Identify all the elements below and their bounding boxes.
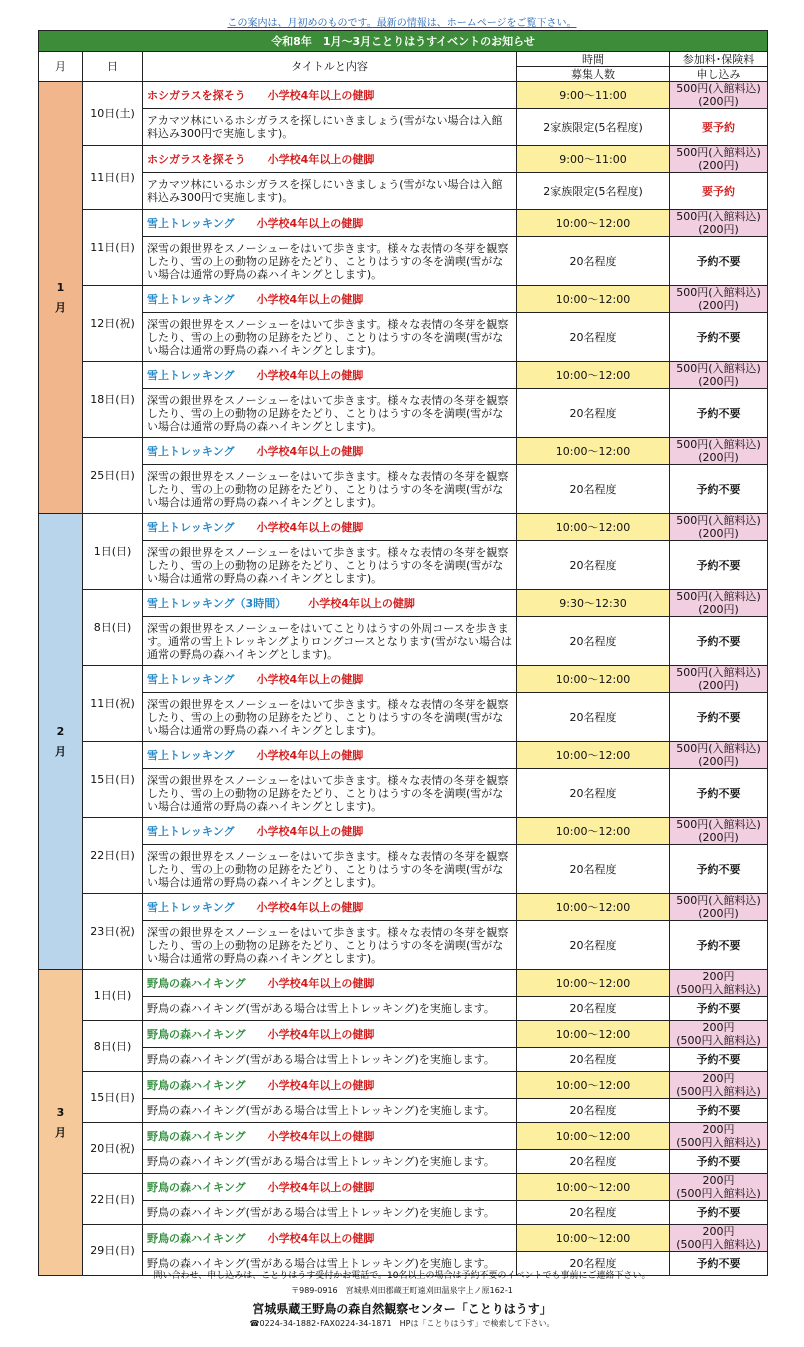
event-title-cell [143, 894, 517, 921]
event-time: 10:00～12:00 [517, 1072, 670, 1099]
event-row [39, 362, 768, 389]
event-target: 小学校4年以上の健脚 [267, 1231, 375, 1245]
event-title: 雪上トレッキング [147, 368, 235, 382]
event-title: 野鳥の森ハイキング [147, 1180, 246, 1194]
event-fee [670, 1174, 768, 1201]
event-detail-row [39, 465, 768, 514]
event-detail-row [39, 389, 768, 438]
event-reservation: 要予約 [670, 109, 768, 146]
event-row [39, 1225, 768, 1252]
event-reservation: 予約不要 [670, 617, 768, 666]
event-capacity: 20名程度 [517, 465, 670, 514]
event-detail-row [39, 313, 768, 362]
fee-main: 500円(入館料込) [676, 146, 761, 159]
fee-main: 200円 [702, 1072, 735, 1085]
event-description: 野鳥の森ハイキング(雪がある場合は雪上トレッキング)を実施します。 [143, 1201, 517, 1225]
event-title: 野鳥の森ハイキング [147, 1078, 246, 1092]
event-title-cell [143, 1225, 517, 1252]
fee-sub: (200円) [698, 299, 739, 312]
fee-main: 500円(入館料込) [676, 742, 761, 755]
event-row [39, 286, 768, 313]
event-title-cell [143, 1174, 517, 1201]
event-detail-row [39, 1099, 768, 1123]
event-title: 雪上トレッキング [147, 824, 235, 838]
fee-main: 500円(入館料込) [676, 438, 761, 451]
event-time: 10:00～12:00 [517, 742, 670, 769]
event-reservation: 予約不要 [670, 1150, 768, 1174]
fee-sub: (500円入館料込) [676, 1034, 761, 1047]
event-reservation: 予約不要 [670, 313, 768, 362]
event-time: 10:00～12:00 [517, 438, 670, 465]
event-day: 25日(日) [83, 438, 143, 514]
event-capacity: 20名程度 [517, 1099, 670, 1123]
header-month: 月 [39, 52, 83, 82]
event-row [39, 970, 768, 997]
event-row [39, 1072, 768, 1099]
event-time: 10:00～12:00 [517, 1174, 670, 1201]
event-target: 小学校4年以上の健脚 [256, 824, 364, 838]
event-target: 小学校4年以上の健脚 [256, 900, 364, 914]
event-detail-row [39, 617, 768, 666]
event-description: 野鳥の森ハイキング(雪がある場合は雪上トレッキング)を実施します。 [143, 997, 517, 1021]
event-description: 深雪の銀世界をスノーシューをはいて歩きます。様々な表情の冬芽を観察したり、雪の上の動物の足跡をたどり、ことりはうすの冬を満喫(雪がない場合は通常の野鳥の森ハイキングとします)。 [143, 465, 517, 514]
event-capacity: 20名程度 [517, 921, 670, 970]
event-reservation: 予約不要 [670, 845, 768, 894]
event-time: 10:00～12:00 [517, 818, 670, 845]
event-fee [670, 894, 768, 921]
fee-sub: (200円) [698, 907, 739, 920]
event-title: 雪上トレッキング [147, 748, 235, 762]
event-title-cell [143, 970, 517, 997]
event-capacity: 2家族限定(5名程度) [517, 173, 670, 210]
event-detail-row [39, 1048, 768, 1072]
fee-sub: (200円) [698, 159, 739, 172]
event-title: 野鳥の森ハイキング [147, 1231, 246, 1245]
event-row [39, 146, 768, 173]
event-fee [670, 1021, 768, 1048]
month-cell [39, 970, 83, 1276]
event-day: 1日(日) [83, 970, 143, 1021]
event-target: 小学校4年以上の健脚 [267, 152, 375, 166]
fee-main: 500円(入館料込) [676, 362, 761, 375]
month-label: 月 [55, 744, 66, 758]
event-target: 小学校4年以上の健脚 [256, 520, 364, 534]
event-title: 野鳥の森ハイキング [147, 1027, 246, 1041]
month-label: 2 [56, 724, 65, 738]
event-day: 11日(日) [83, 146, 143, 210]
fee-sub: (200円) [698, 831, 739, 844]
fee-sub: (500円入館料込) [676, 1238, 761, 1251]
header-capacity: 募集人数 [517, 67, 670, 82]
event-target: 小学校4年以上の健脚 [267, 1078, 375, 1092]
event-detail-row [39, 1201, 768, 1225]
event-row [39, 894, 768, 921]
event-reservation: 予約不要 [670, 465, 768, 514]
event-reservation: 予約不要 [670, 1201, 768, 1225]
fee-main: 500円(入館料込) [676, 666, 761, 679]
event-description: アカマツ林にいるホシガラスを探しにいきましょう(雪がない場合は入館料込み300円で実施します)。 [143, 173, 517, 210]
event-time: 10:00～12:00 [517, 286, 670, 313]
event-description: 深雪の銀世界をスノーシューをはいて歩きます。様々な表情の冬芽を観察したり、雪の上の動物の足跡をたどり、ことりはうすの冬を満喫(雪がない場合は通常の野鳥の森ハイキングとします)。 [143, 921, 517, 970]
header-day: 日 [83, 52, 143, 82]
event-fee [670, 438, 768, 465]
event-day: 15日(日) [83, 1072, 143, 1123]
event-row [39, 590, 768, 617]
event-reservation: 予約不要 [670, 541, 768, 590]
event-time: 10:00～12:00 [517, 666, 670, 693]
event-title: 野鳥の森ハイキング [147, 976, 246, 990]
event-day: 11日(日) [83, 210, 143, 286]
event-fee [670, 146, 768, 173]
event-description: 深雪の銀世界をスノーシューをはいて歩きます。様々な表情の冬芽を観察したり、雪の上の動物の足跡をたどり、ことりはうすの冬を満喫(雪がない場合は通常の野鳥の森ハイキングとします)。 [143, 693, 517, 742]
event-description: 深雪の銀世界をスノーシューをはいて歩きます。様々な表情の冬芽を観察したり、雪の上の動物の足跡をたどり、ことりはうすの冬を満喫(雪がない場合は通常の野鳥の森ハイキングとします)。 [143, 237, 517, 286]
event-row [39, 438, 768, 465]
event-title-cell [143, 818, 517, 845]
fee-main: 500円(入館料込) [676, 590, 761, 603]
event-capacity: 20名程度 [517, 1252, 670, 1276]
event-reservation: 予約不要 [670, 1252, 768, 1276]
event-target: 小学校4年以上の健脚 [256, 444, 364, 458]
event-description: 深雪の銀世界をスノーシューをはいて歩きます。様々な表情の冬芽を観察したり、雪の上の動物の足跡をたどり、ことりはうすの冬を満喫(雪がない場合は通常の野鳥の森ハイキングとします)。 [143, 769, 517, 818]
event-reservation: 予約不要 [670, 769, 768, 818]
footer-organization: 宮城県蔵王野鳥の森自然観察センター「ことりはうす」 [252, 1302, 552, 1316]
event-day: 15日(日) [83, 742, 143, 818]
event-schedule-table [38, 30, 768, 1276]
event-detail-row [39, 1150, 768, 1174]
header-time: 時間 [517, 52, 670, 67]
event-title-cell [143, 146, 517, 173]
event-title-cell [143, 1021, 517, 1048]
event-time: 10:00～12:00 [517, 1123, 670, 1150]
event-day: 8日(日) [83, 1021, 143, 1072]
fee-sub: (500円入館料込) [676, 1085, 761, 1098]
event-day: 29日(日) [83, 1225, 143, 1276]
event-row [39, 514, 768, 541]
event-time: 10:00～12:00 [517, 362, 670, 389]
event-time: 9:00～11:00 [517, 146, 670, 173]
fee-sub: (200円) [698, 223, 739, 236]
event-day: 22日(日) [83, 818, 143, 894]
month-label: 3 [56, 1105, 65, 1119]
event-reservation: 予約不要 [670, 693, 768, 742]
event-target: 小学校4年以上の健脚 [308, 596, 415, 610]
event-target: 小学校4年以上の健脚 [256, 216, 364, 230]
event-time: 10:00～12:00 [517, 210, 670, 237]
event-row [39, 1123, 768, 1150]
fee-main: 500円(入館料込) [676, 286, 761, 299]
event-fee [670, 742, 768, 769]
fee-sub: (200円) [698, 375, 739, 388]
event-detail-row [39, 541, 768, 590]
fee-main: 500円(入館料込) [676, 210, 761, 223]
event-capacity: 20名程度 [517, 1150, 670, 1174]
event-reservation: 予約不要 [670, 1099, 768, 1123]
event-row [39, 1021, 768, 1048]
event-title-cell [143, 286, 517, 313]
month-cell [39, 82, 83, 514]
fee-main: 200円 [702, 1174, 735, 1187]
fee-sub: (200円) [698, 95, 739, 108]
event-title-cell [143, 590, 517, 617]
month-label: 月 [55, 300, 66, 314]
event-detail-row [39, 769, 768, 818]
fee-main: 200円 [702, 1021, 735, 1034]
event-title: 雪上トレッキング [147, 672, 235, 686]
header-apply: 申し込み [670, 67, 768, 82]
event-row [39, 210, 768, 237]
event-capacity: 2家族限定(5名程度) [517, 109, 670, 146]
event-time: 10:00～12:00 [517, 894, 670, 921]
event-fee [670, 1072, 768, 1099]
event-description: 野鳥の森ハイキング(雪がある場合は雪上トレッキング)を実施します。 [143, 1252, 517, 1276]
fee-sub: (500円入館料込) [676, 1136, 761, 1149]
event-title-cell [143, 438, 517, 465]
fee-main: 200円 [702, 1123, 735, 1136]
event-day: 12日(祝) [83, 286, 143, 362]
event-target: 小学校4年以上の健脚 [267, 88, 375, 102]
event-day: 11日(祝) [83, 666, 143, 742]
event-row [39, 742, 768, 769]
event-day: 10日(土) [83, 82, 143, 146]
fee-main: 500円(入館料込) [676, 514, 761, 527]
event-description: アカマツ林にいるホシガラスを探しにいきましょう(雪がない場合は入館料込み300円で実施します)。 [143, 109, 517, 146]
event-time: 10:00～12:00 [517, 514, 670, 541]
event-capacity: 20名程度 [517, 541, 670, 590]
event-day: 18日(日) [83, 362, 143, 438]
event-detail-row [39, 997, 768, 1021]
month-label: 1 [56, 280, 65, 294]
event-capacity: 20名程度 [517, 845, 670, 894]
event-fee [670, 818, 768, 845]
month-label: 月 [55, 1125, 66, 1139]
event-time: 10:00～12:00 [517, 1021, 670, 1048]
notice-text: この案内は、月初めのものです。最新の情報は、ホームページをご覧下さい。 [227, 18, 577, 29]
event-detail-row [39, 237, 768, 286]
event-title: 雪上トレッキング [147, 216, 235, 230]
event-title: ホシガラスを探そう [147, 152, 246, 166]
event-target: 小学校4年以上の健脚 [267, 1027, 375, 1041]
event-row [39, 818, 768, 845]
event-title: 雪上トレッキング [147, 292, 235, 306]
footer-address: 〒989-0916 宮城県刈田郡蔵王町遠刈田温泉字上ノ原162-1 [291, 1286, 513, 1295]
schedule-body [39, 82, 768, 1276]
event-capacity: 20名程度 [517, 389, 670, 438]
event-day: 20日(祝) [83, 1123, 143, 1174]
event-target: 小学校4年以上の健脚 [256, 672, 364, 686]
event-title: ホシガラスを探そう [147, 88, 246, 102]
event-fee [670, 362, 768, 389]
event-title: 野鳥の森ハイキング [147, 1129, 246, 1143]
event-title-cell [143, 82, 517, 109]
event-fee [670, 210, 768, 237]
event-reservation: 予約不要 [670, 237, 768, 286]
schedule-title-banner: 令和8年 1月～3月ことりはうすイベントのお知らせ [39, 31, 768, 52]
event-fee [670, 1225, 768, 1252]
fee-main: 500円(入館料込) [676, 894, 761, 907]
event-reservation: 予約不要 [670, 997, 768, 1021]
event-title-cell [143, 666, 517, 693]
event-description: 深雪の銀世界をスノーシューをはいて歩きます。様々な表情の冬芽を観察したり、雪の上の動物の足跡をたどり、ことりはうすの冬を満喫(雪がない場合は通常の野鳥の森ハイキングとします)。 [143, 541, 517, 590]
event-description: 野鳥の森ハイキング(雪がある場合は雪上トレッキング)を実施します。 [143, 1099, 517, 1123]
fee-main: 200円 [702, 1225, 735, 1238]
event-fee [670, 590, 768, 617]
event-target: 小学校4年以上の健脚 [267, 976, 375, 990]
fee-sub: (500円入館料込) [676, 1187, 761, 1200]
event-time: 9:30～12:30 [517, 590, 670, 617]
event-capacity: 20名程度 [517, 1201, 670, 1225]
event-title: 雪上トレッキング [147, 900, 235, 914]
event-fee [670, 1123, 768, 1150]
event-description: 野鳥の森ハイキング(雪がある場合は雪上トレッキング)を実施します。 [143, 1048, 517, 1072]
event-description: 深雪の銀世界をスノーシューをはいて歩きます。様々な表情の冬芽を観察したり、雪の上の動物の足跡をたどり、ことりはうすの冬を満喫(雪がない場合は通常の野鳥の森ハイキングとします)。 [143, 845, 517, 894]
event-fee [670, 286, 768, 313]
event-capacity: 20名程度 [517, 1048, 670, 1072]
event-row [39, 666, 768, 693]
event-title-cell [143, 742, 517, 769]
event-day: 8日(日) [83, 590, 143, 666]
event-title-cell [143, 210, 517, 237]
event-capacity: 20名程度 [517, 693, 670, 742]
fee-main: 500円(入館料込) [676, 818, 761, 831]
event-target: 小学校4年以上の健脚 [256, 368, 364, 382]
footer-contact: ☎0224-34-1882･FAX0224-34-1871 HPは「ことりはうす」で検索して下さい。 [249, 1319, 555, 1328]
fee-main: 500円(入館料込) [676, 82, 761, 95]
month-cell [39, 514, 83, 970]
event-fee [670, 666, 768, 693]
event-title: 雪上トレッキング [147, 444, 235, 458]
event-detail-row [39, 921, 768, 970]
fee-sub: (500円入館料込) [676, 983, 761, 996]
event-description: 深雪の銀世界をスノーシューをはいて歩きます。様々な表情の冬芽を観察したり、雪の上の動物の足跡をたどり、ことりはうすの冬を満喫(雪がない場合は通常の野鳥の森ハイキングとします)。 [143, 389, 517, 438]
event-fee [670, 514, 768, 541]
event-fee [670, 970, 768, 997]
event-reservation: 予約不要 [670, 1048, 768, 1072]
event-day: 22日(日) [83, 1174, 143, 1225]
event-capacity: 20名程度 [517, 617, 670, 666]
event-detail-row [39, 109, 768, 146]
event-target: 小学校4年以上の健脚 [256, 748, 364, 762]
event-time: 9:00～11:00 [517, 82, 670, 109]
event-capacity: 20名程度 [517, 997, 670, 1021]
fee-sub: (200円) [698, 451, 739, 464]
event-title: 雪上トレッキング（3時間） [147, 596, 287, 610]
event-reservation: 要予約 [670, 173, 768, 210]
event-description: 野鳥の森ハイキング(雪がある場合は雪上トレッキング)を実施します。 [143, 1150, 517, 1174]
fee-sub: (200円) [698, 527, 739, 540]
event-title-cell [143, 1123, 517, 1150]
header-fee: 参加料･保険料 [670, 52, 768, 67]
fee-sub: (200円) [698, 755, 739, 768]
event-description: 深雪の銀世界をスノーシューをはいて歩きます。様々な表情の冬芽を観察したり、雪の上の動物の足跡をたどり、ことりはうすの冬を満喫(雪がない場合は通常の野鳥の森ハイキングとします)。 [143, 313, 517, 362]
event-capacity: 20名程度 [517, 237, 670, 286]
fee-sub: (200円) [698, 603, 739, 616]
event-description: 深雪の銀世界をスノーシューをはいてことりはうすの外周コースを歩きます。通常の雪上トレッキングよりロングコースとなります(雪がない場合は通常の野鳥の森ハイキングとします)。 [143, 617, 517, 666]
event-title-cell [143, 514, 517, 541]
event-capacity: 20名程度 [517, 769, 670, 818]
event-detail-row [39, 693, 768, 742]
event-day: 23日(祝) [83, 894, 143, 970]
event-detail-row [39, 845, 768, 894]
event-target: 小学校4年以上の健脚 [267, 1180, 375, 1194]
event-title-cell [143, 362, 517, 389]
fee-main: 200円 [702, 970, 735, 983]
event-title-cell [143, 1072, 517, 1099]
event-target: 小学校4年以上の健脚 [256, 292, 364, 306]
event-fee [670, 82, 768, 109]
fee-sub: (200円) [698, 679, 739, 692]
header-title: タイトルと内容 [143, 52, 517, 82]
event-capacity: 20名程度 [517, 313, 670, 362]
event-day: 1日(日) [83, 514, 143, 590]
footer-inquiry: 問い合わせ、申し込みは、ことりはうす受付かお電話で。10名以上の場合は予約不要のイベントでも事前にご連絡下さい。 [153, 1271, 651, 1281]
event-detail-row [39, 173, 768, 210]
event-reservation: 予約不要 [670, 389, 768, 438]
event-title: 雪上トレッキング [147, 520, 235, 534]
event-time: 10:00～12:00 [517, 1225, 670, 1252]
event-reservation: 予約不要 [670, 921, 768, 970]
event-time: 10:00～12:00 [517, 970, 670, 997]
event-row [39, 1174, 768, 1201]
event-row [39, 82, 768, 109]
event-target: 小学校4年以上の健脚 [267, 1129, 375, 1143]
